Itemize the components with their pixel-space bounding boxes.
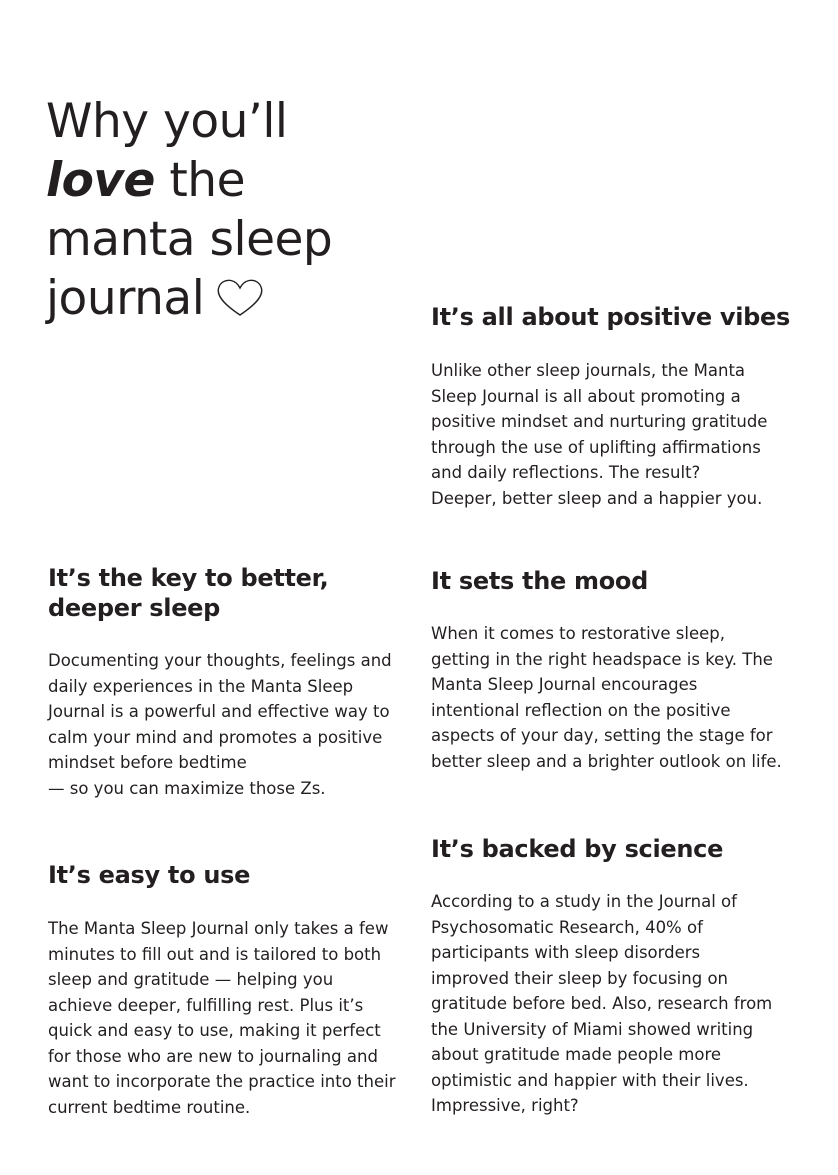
title-love-word: love <box>46 153 155 208</box>
section-sets-mood <box>431 566 806 774</box>
title-line-1: Why you’ll <box>46 94 288 149</box>
title-line-3: manta sleep <box>46 212 333 267</box>
section-easy-to-use <box>48 860 423 1120</box>
section-backed-by-science <box>431 834 806 1119</box>
section-heading: It sets the mood <box>431 567 648 595</box>
section-positive-vibes <box>431 302 796 511</box>
section-body: Unlike other sleep journals, the Manta Sleep Journal is all about promoting a positive mindset and nurturing gratitude through the use of uplifting affirmations and daily reflections. The result? Deeper, better sleep and a happier you. <box>431 361 768 508</box>
section-heading: It’s backed by science <box>431 835 724 863</box>
section-heading: It’s easy to use <box>48 861 251 889</box>
section-better-sleep <box>48 563 418 801</box>
heart-outline-icon <box>216 273 264 332</box>
section-heading: It’s the key to better, deeper sleep <box>48 564 329 622</box>
title-line-2-rest: the <box>154 153 245 208</box>
section-body: Documenting your thoughts, feelings and daily experiences in the Manta Sleep Journal is a powerful and effective way to calm your mind and promotes a positive mindset before bedtime — so you can maximize those Zs. <box>48 651 392 798</box>
section-body: According to a study in the Journal of Psychosomatic Research, 40% of participants with sleep disorders improved their sleep by focusing on gratitude before bed. Also, research from the University of Miami showed writing about gratitude made people more optimistic and happier with their lives. Impressive, right? <box>431 892 773 1115</box>
section-body: When it comes to restorative sleep, getting in the right headspace is key. The Manta Sleep Journal encourages intentional reflection on the positive aspects of your day, setting the stage for better sleep and a brighter outlook on life. <box>431 624 782 771</box>
title-line-4: journal <box>46 271 205 326</box>
page-title <box>46 92 332 332</box>
section-body: The Manta Sleep Journal only takes a few minutes to fill out and is tailored to both sleep and gratitude — helping you achieve deeper, fulfilling rest. Plus it’s quick and easy to use, making it perfect for those who are new to journaling and want to incorporate the practice into their current bedtime routine. <box>48 919 396 1117</box>
section-heading: It’s all about positive vibes <box>431 303 791 331</box>
